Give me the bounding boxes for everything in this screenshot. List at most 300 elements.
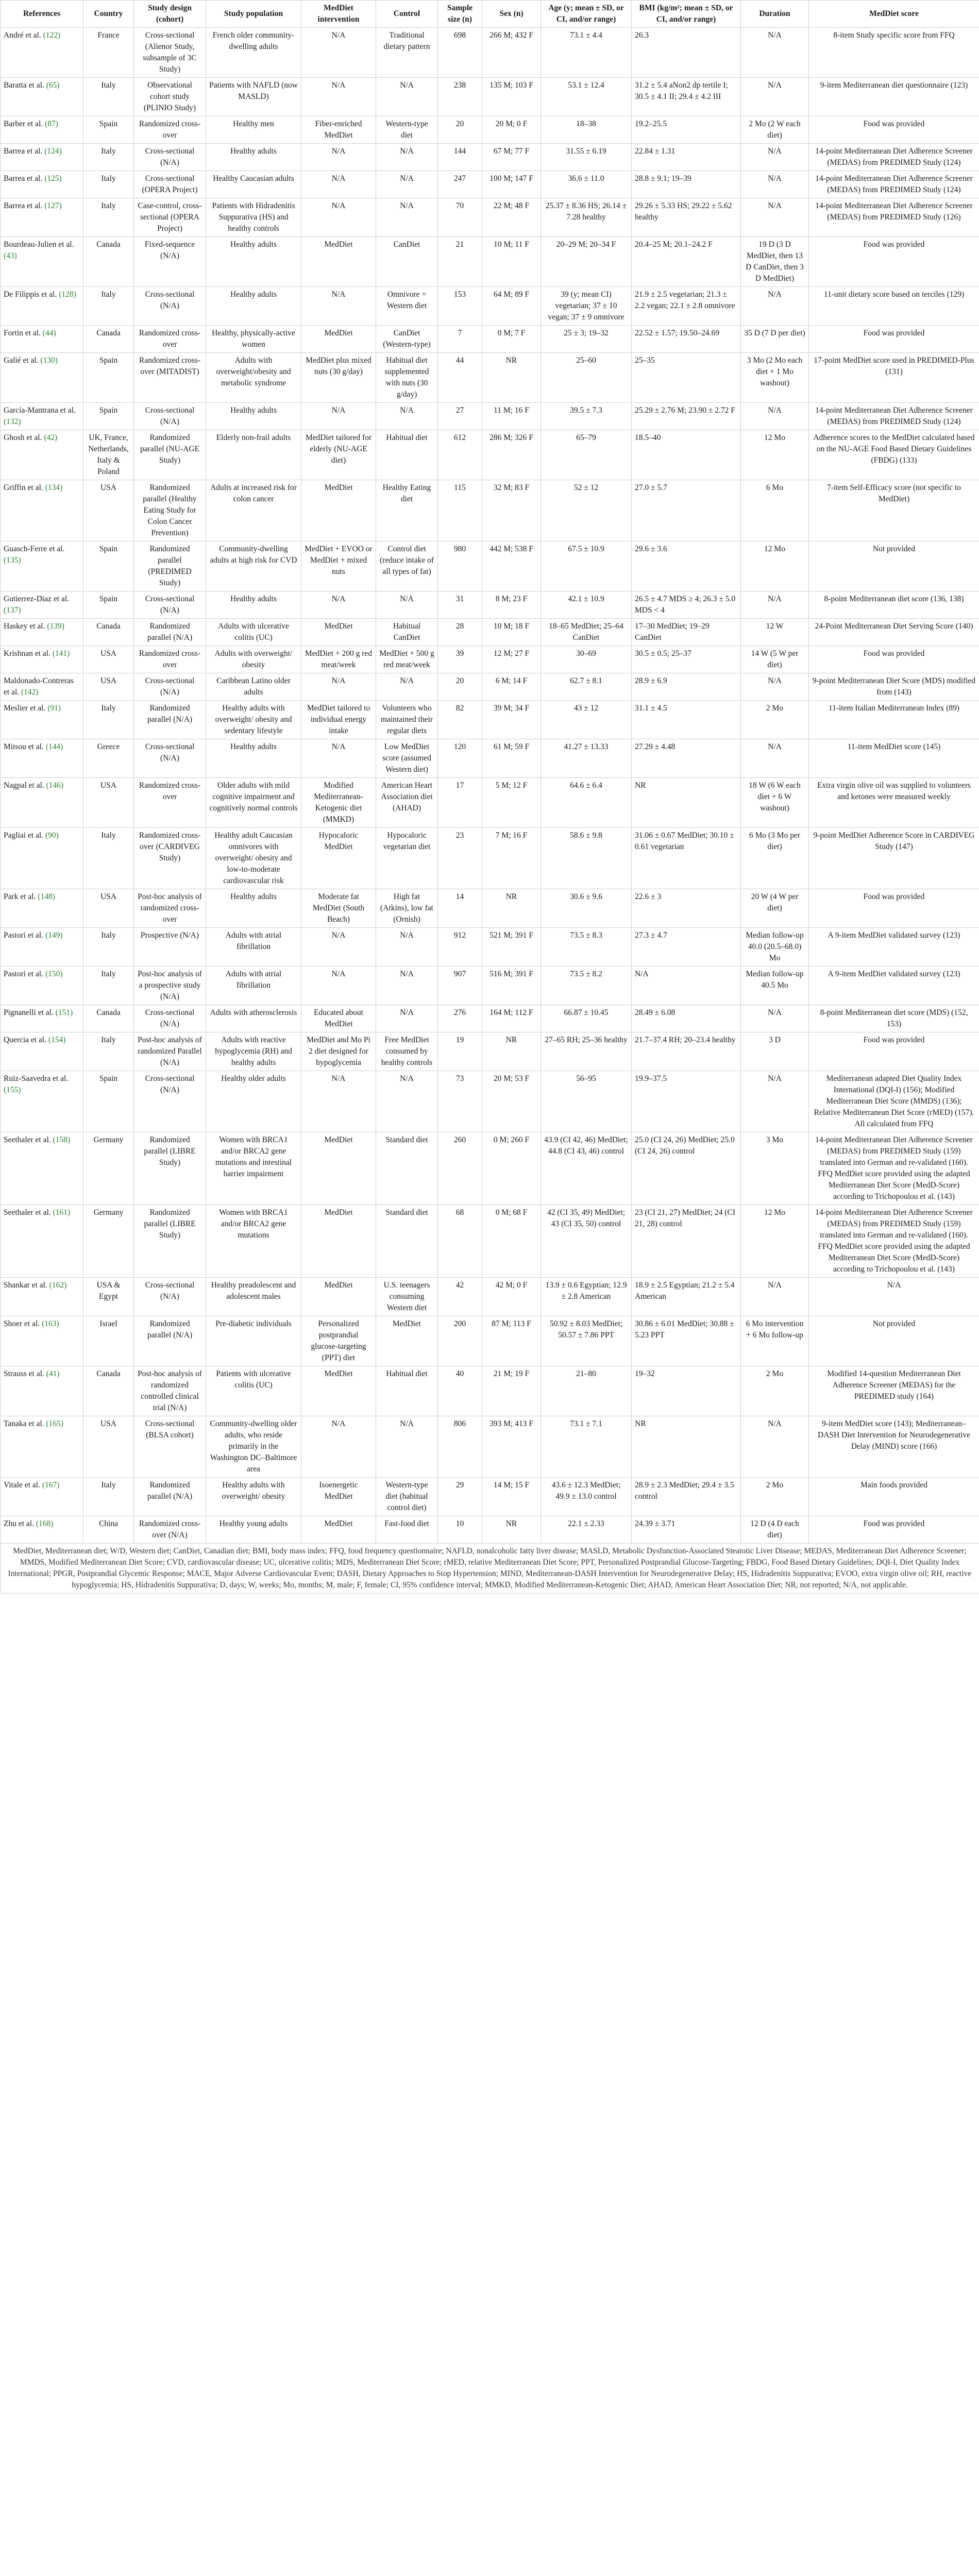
cell-country: Spain xyxy=(83,116,134,144)
cell-n: 82 xyxy=(438,701,482,739)
cell-design: Cross-sectional (N/A) xyxy=(134,287,206,326)
table-row xyxy=(1,889,979,928)
reference-cell xyxy=(1,1516,83,1544)
cell-control: N/A xyxy=(376,144,438,171)
citation-link[interactable]: (146) xyxy=(46,781,64,790)
cell-sex: 0 M; 68 F xyxy=(482,1205,541,1278)
cell-population: Healthy adults xyxy=(206,237,301,287)
cell-sex: 32 M; 83 F xyxy=(482,480,541,541)
cell-design: Post-hoc analysis of randomized controlled clinical trial (N/A) xyxy=(134,1366,206,1416)
cell-design: Randomized cross-over xyxy=(134,326,206,353)
cell-population: Healthy adults with overweight/ obesity xyxy=(206,1478,301,1516)
cell-control: N/A xyxy=(376,198,438,237)
cell-score: Food was provided xyxy=(809,889,979,928)
cell-control: CanDiet xyxy=(376,237,438,287)
cell-n: 276 xyxy=(438,1005,482,1032)
citation-link[interactable]: (43) xyxy=(4,251,17,260)
cell-country: Italy xyxy=(83,1478,134,1516)
cell-age: 30.6 ± 9.6 xyxy=(541,889,632,928)
cell-score: 14-point Mediterranean Diet Adherence Screener (MEDAS) from PREDIMED Study (124) xyxy=(809,144,979,171)
cell-duration: N/A xyxy=(741,1278,809,1316)
cell-duration: N/A xyxy=(741,1071,809,1132)
cell-population: Healthy Caucasian adults xyxy=(206,171,301,198)
citation-link[interactable]: (148) xyxy=(38,892,55,901)
cell-duration: N/A xyxy=(741,1005,809,1032)
cell-age: 73.5 ± 8.3 xyxy=(541,928,632,967)
reference-cell xyxy=(1,967,83,1005)
citation-link[interactable]: (65) xyxy=(46,81,60,90)
reference-cell xyxy=(1,171,83,198)
citation-link[interactable]: (141) xyxy=(52,649,70,658)
cell-bmi: 26.5 ± 4.7 MDS ≥ 4; 26.3 ± 5.0 MDS < 4 xyxy=(632,591,741,619)
cell-design: Prospective (N/A) xyxy=(134,928,206,967)
cell-score: 9-point Mediterranean Diet Score (MDS) modified from (143) xyxy=(809,673,979,701)
cell-population: Adults with atherosclerosis xyxy=(206,1005,301,1032)
cell-duration: 19 D (3 D MedDiet, then 13 D CanDiet, then 3 D MedDiet) xyxy=(741,237,809,287)
cell-duration: N/A xyxy=(741,287,809,326)
cell-age: 65–79 xyxy=(541,430,632,480)
cell-age: 73.5 ± 8.2 xyxy=(541,967,632,1005)
table-row xyxy=(1,116,979,144)
table-row xyxy=(1,673,979,701)
cell-duration: N/A xyxy=(741,198,809,237)
reference-cell xyxy=(1,591,83,619)
cell-age: 43.6 ± 12.3 MedDiet; 49.9 ± 13.0 control xyxy=(541,1478,632,1516)
cell-score: A 9-item MedDiet validated survey (123) xyxy=(809,928,979,967)
citation-link[interactable]: (149) xyxy=(45,931,63,940)
cell-score: 11-unit dietary score based on terciles (129) xyxy=(809,287,979,326)
cell-control: Standard diet xyxy=(376,1132,438,1205)
citation-link[interactable]: (41) xyxy=(46,1369,60,1378)
citation-link[interactable]: (167) xyxy=(42,1481,60,1489)
cell-intervention: Moderate fat MedDiet (South Beach) xyxy=(301,889,376,928)
cell-age: 20–29 M; 20–34 F xyxy=(541,237,632,287)
cell-duration: 2 Mo xyxy=(741,1366,809,1416)
cell-age: 41.27 ± 13.33 xyxy=(541,739,632,778)
cell-sex: 521 M; 391 F xyxy=(482,928,541,967)
table-footnote: MedDiet, Mediterranean diet; W/D, Western diet; CanDiet, Canadian diet; BMI, body mass index; FFQ, food frequency questionnaire; NAFLD, nonalcoholic fatty liver disease; MASLD, Metabolic Dysfunction-Associated Steatotic Liver Disease; MEDAS, Mediterranean Diet Adherence Screener; MMDS, Modified Mediterranean Diet Score; CVD, cardiovascular disease; UC, ulcerative colitis; MDS, Mediterranean Diet Score; rMED, relative Mediterranean Diet Score; PPT, Personalized Postprandial Glucose-Targeting; FBDG, Food Based Dietary Guidelines; DQI-I, Diet Quality Index International; PPGR, Postprandial Glycemic Response; MACE, Major Adverse Cardiovascular Event; DASH, Dietary Approaches to Stop Hypertension; MIND, Mediterranean-DASH Intervention for Neurodegenerative Delay; HS, Hidradenitis Suppurativa; EVOO, extra virgin olive oil; RH, reactive hypoglycemia; HS, Hidradenitis Suppurativa; D, days; W, weeks; Mo, months; M, male; F, female; CI, 95% confidence interval; MMKD, Modified Mediterranean-Ketogenic Diet; AHAD, American Heart Association Diet; NR, not reported; N/A, not applicable. xyxy=(1,1544,979,1594)
cell-n: 27 xyxy=(438,403,482,430)
cell-design: Fixed-sequence (N/A) xyxy=(134,237,206,287)
cell-sex: 67 M; 77 F xyxy=(482,144,541,171)
cell-age: 53.1 ± 12.4 xyxy=(541,78,632,116)
citation-link[interactable]: (168) xyxy=(36,1519,54,1528)
citation-link[interactable]: (139) xyxy=(47,622,64,631)
table-row xyxy=(1,353,979,403)
cell-population: Healthy adults xyxy=(206,287,301,326)
citation-link[interactable]: (161) xyxy=(53,1208,71,1217)
cell-country: Italy xyxy=(83,198,134,237)
cell-control: Habitual diet supplemented with nuts (30 g/day) xyxy=(376,353,438,403)
cell-country: Italy xyxy=(83,171,134,198)
cell-age: 43.9 (CI 42, 46) MedDiet; 44.8 (CI 43, 46) control xyxy=(541,1132,632,1205)
reference-cell xyxy=(1,1278,83,1316)
cell-country: Italy xyxy=(83,1032,134,1071)
cell-country: France xyxy=(83,28,134,78)
reference-author: Pastori et al. xyxy=(4,970,44,978)
cell-score: Adherence scores to the MedDiet calculated based on the NU-AGE Food Based Dietary Guidelines (FBDG) (133) xyxy=(809,430,979,480)
cell-bmi: 17–30 MedDiet; 19–29 CanDiet xyxy=(632,619,741,646)
cell-country: USA xyxy=(83,646,134,673)
citation-link[interactable]: (135) xyxy=(4,556,21,565)
reference-cell xyxy=(1,116,83,144)
cell-n: 68 xyxy=(438,1205,482,1278)
citation-link[interactable]: (134) xyxy=(45,483,63,492)
cell-score: Not provided xyxy=(809,541,979,591)
cell-sex: 21 M; 19 F xyxy=(482,1366,541,1416)
cell-n: 31 xyxy=(438,591,482,619)
cell-design: Cross-sectional (N/A) xyxy=(134,673,206,701)
cell-score: Food was provided xyxy=(809,326,979,353)
citation-link[interactable]: (142) xyxy=(21,688,39,697)
citation-link[interactable]: (44) xyxy=(42,329,56,337)
table-row xyxy=(1,1516,979,1544)
header-row xyxy=(1,1,979,28)
cell-n: 612 xyxy=(438,430,482,480)
cell-control: Volunteers who maintained their regular diets xyxy=(376,701,438,739)
table-header xyxy=(1,1,979,28)
reference-author: André et al. xyxy=(4,31,41,40)
cell-bmi: 26.3 xyxy=(632,28,741,78)
cell-score: 14-point Mediterranean Diet Adherence Screener (MEDAS) from PREDIMED Study (124) xyxy=(809,171,979,198)
cell-country: Canada xyxy=(83,619,134,646)
cell-score: 9-point MedDiet Adherence Score in CARDIVEG Study (147) xyxy=(809,828,979,889)
table-row xyxy=(1,237,979,287)
cell-age: 25.37 ± 8.36 HS; 26.14 ± 7.28 healthy xyxy=(541,198,632,237)
citation-link[interactable]: (144) xyxy=(45,742,63,751)
citation-link[interactable]: (90) xyxy=(45,831,59,840)
cell-intervention: Personalized postprandial glucose-targeting (PPT) diet xyxy=(301,1316,376,1366)
reference-cell xyxy=(1,739,83,778)
citation-link[interactable]: (122) xyxy=(43,31,61,40)
reference-cell xyxy=(1,1416,83,1478)
cell-control: CanDiet (Western-type) xyxy=(376,326,438,353)
column-header: MedDiet score xyxy=(809,1,979,28)
cell-duration: N/A xyxy=(741,144,809,171)
cell-age: 62.7 ± 8.1 xyxy=(541,673,632,701)
cell-control: Standard diet xyxy=(376,1205,438,1278)
cell-age: 18–38 xyxy=(541,116,632,144)
cell-bmi: 28.9 ± 6.9 xyxy=(632,673,741,701)
cell-intervention: MedDiet xyxy=(301,619,376,646)
cell-control: MedDiet + 500 g red meat/week xyxy=(376,646,438,673)
table-row xyxy=(1,28,979,78)
citation-link[interactable]: (154) xyxy=(48,1036,66,1044)
cell-country: Italy xyxy=(83,78,134,116)
cell-age: 25–60 xyxy=(541,353,632,403)
column-header: MedDiet intervention xyxy=(301,1,376,28)
cell-design: Randomized cross-over xyxy=(134,778,206,828)
cell-design: Observational cohort study (PLINIO Study) xyxy=(134,78,206,116)
cell-n: 17 xyxy=(438,778,482,828)
cell-bmi: 31.06 ± 0.67 MedDiet; 30.10 ± 0.61 vegetarian xyxy=(632,828,741,889)
cell-country: Italy xyxy=(83,144,134,171)
cell-bmi: 19–32 xyxy=(632,1366,741,1416)
citation-link[interactable]: (150) xyxy=(45,970,63,978)
cell-population: Adults with overweight/obesity and metabolic syndrome xyxy=(206,353,301,403)
cell-n: 238 xyxy=(438,78,482,116)
citation-link[interactable]: (128) xyxy=(59,290,76,299)
cell-country: Italy xyxy=(83,287,134,326)
cell-n: 153 xyxy=(438,287,482,326)
cell-duration: 2 Mo (2 W each diet) xyxy=(741,116,809,144)
cell-age: 30–69 xyxy=(541,646,632,673)
cell-score: Main foods provided xyxy=(809,1478,979,1516)
cell-age: 36.6 ± 11.0 xyxy=(541,171,632,198)
reference-author: Quercia et al. xyxy=(4,1036,47,1044)
cell-bmi: 28.9 ± 2.3 MedDiet; 29.4 ± 3.5 control xyxy=(632,1478,741,1516)
cell-score: 14-point Mediterranean Diet Adherence Screener (MEDAS) from PREDIMED Study (159) translated into German and re-validated (160). FFQ MedDiet score provided using the adapted Mediterranean Diet Score (MedD-Score) according to Trichopoulou et al. (143) xyxy=(809,1205,979,1278)
cell-intervention: N/A xyxy=(301,403,376,430)
cell-age: 22.1 ± 2.33 xyxy=(541,1516,632,1544)
cell-sex: 266 M; 432 F xyxy=(482,28,541,78)
citation-link[interactable]: (132) xyxy=(4,417,21,426)
cell-population: Healthy adults xyxy=(206,739,301,778)
table-row xyxy=(1,1278,979,1316)
cell-intervention: MedDiet xyxy=(301,1132,376,1205)
cell-intervention: MedDiet + 200 g red meat/week xyxy=(301,646,376,673)
reference-author: Pagliai et al. xyxy=(4,831,44,840)
cell-intervention: MedDiet + EVOO or MedDiet + mixed nuts xyxy=(301,541,376,591)
cell-design: Randomized parallel (LIBRE Study) xyxy=(134,1132,206,1205)
cell-population: Healthy preadolescent and adolescent males xyxy=(206,1278,301,1316)
cell-population: Healthy, physically-active women xyxy=(206,326,301,353)
cell-bmi: 31.2 ± 5.4 aNon2 dp tertile I; 30.5 ± 4.1 II; 29.4 ± 4.2 III xyxy=(632,78,741,116)
cell-score: Mediterranean adapted Diet Quality Index International (DQI-I) (156); Modified Mediterranean Diet Score (MMDS) (136); Relative Mediterranean Diet Score (rMED) (157). All calculated from FFQ xyxy=(809,1071,979,1132)
footnote-row xyxy=(1,1544,979,1594)
reference-cell xyxy=(1,403,83,430)
cell-duration: 12 Mo xyxy=(741,430,809,480)
reference-cell xyxy=(1,1071,83,1132)
citation-link[interactable]: (42) xyxy=(44,433,58,442)
cell-control: N/A xyxy=(376,1416,438,1478)
cell-n: 20 xyxy=(438,673,482,701)
table-row xyxy=(1,171,979,198)
cell-country: Israel xyxy=(83,1316,134,1366)
table-row xyxy=(1,403,979,430)
table-row xyxy=(1,1032,979,1071)
cell-duration: N/A xyxy=(741,673,809,701)
cell-age: 43 ± 12 xyxy=(541,701,632,739)
cell-population: Patients with NAFLD (now MASLD) xyxy=(206,78,301,116)
table-row xyxy=(1,1316,979,1366)
cell-intervention: N/A xyxy=(301,1416,376,1478)
cell-n: 260 xyxy=(438,1132,482,1205)
cell-design: Randomized cross-over (MITADIST) xyxy=(134,353,206,403)
cell-design: Post-hoc analysis of randomized Parallel (N/A) xyxy=(134,1032,206,1071)
cell-population: Older adults with mild cognitive impairment and cognitively normal controls xyxy=(206,778,301,828)
cell-n: 698 xyxy=(438,28,482,78)
cell-population: Healthy adults with overweight/ obesity and sedentary lifestyle xyxy=(206,701,301,739)
cell-intervention: MedDiet plus mixed nuts (30 g/day) xyxy=(301,353,376,403)
cell-sex: 61 M; 59 F xyxy=(482,739,541,778)
cell-bmi: 21.7–37.4 RH; 20–23.4 healthy xyxy=(632,1032,741,1071)
cell-intervention: N/A xyxy=(301,198,376,237)
citation-link[interactable]: (162) xyxy=(49,1281,67,1290)
reference-author: Griffin et al. xyxy=(4,483,43,492)
cell-n: 200 xyxy=(438,1316,482,1366)
table-row xyxy=(1,739,979,778)
cell-age: 18–65 MedDiet; 25–64 CanDiet xyxy=(541,619,632,646)
reference-author: Zhu et al. xyxy=(4,1519,34,1528)
cell-duration: N/A xyxy=(741,403,809,430)
cell-control: Omnivore = Western diet xyxy=(376,287,438,326)
cell-duration: 3 Mo xyxy=(741,1132,809,1205)
cell-n: 39 xyxy=(438,646,482,673)
reference-author: Seethaler et al. xyxy=(4,1136,51,1144)
cell-population: Community-dwelling adults at high risk for CVD xyxy=(206,541,301,591)
cell-country: USA xyxy=(83,480,134,541)
cell-intervention: MedDiet xyxy=(301,1516,376,1544)
cell-bmi: NR xyxy=(632,1416,741,1478)
citation-link[interactable]: (130) xyxy=(40,356,58,365)
cell-age: 73.1 ± 4.4 xyxy=(541,28,632,78)
cell-intervention: MedDiet xyxy=(301,1366,376,1416)
cell-age: 25 ± 3; 19–32 xyxy=(541,326,632,353)
cell-n: 120 xyxy=(438,739,482,778)
citation-link[interactable]: (125) xyxy=(44,174,62,183)
cell-bmi: 24.39 ± 3.71 xyxy=(632,1516,741,1544)
table-row xyxy=(1,828,979,889)
table-row xyxy=(1,78,979,116)
cell-control: Habitual diet xyxy=(376,430,438,480)
cell-intervention: N/A xyxy=(301,144,376,171)
cell-sex: 42 M; 0 F xyxy=(482,1278,541,1316)
reference-author: Mitsou et al. xyxy=(4,742,44,751)
cell-duration: 20 W (4 W per diet) xyxy=(741,889,809,928)
cell-country: Spain xyxy=(83,403,134,430)
cell-duration: N/A xyxy=(741,1416,809,1478)
cell-score: Food was provided xyxy=(809,1032,979,1071)
cell-bmi: 29.6 ± 3.6 xyxy=(632,541,741,591)
cell-n: 806 xyxy=(438,1416,482,1478)
reference-author: Pastori et al. xyxy=(4,931,44,940)
cell-bmi: 22.6 ± 3 xyxy=(632,889,741,928)
cell-duration: N/A xyxy=(741,171,809,198)
table-row xyxy=(1,1132,979,1205)
cell-score: 9-item Mediterranean diet questionnaire (123) xyxy=(809,78,979,116)
citation-link[interactable]: (155) xyxy=(4,1086,21,1094)
table-body xyxy=(1,28,979,1544)
citation-link[interactable]: (151) xyxy=(55,1008,73,1017)
cell-sex: 11 M; 16 F xyxy=(482,403,541,430)
cell-intervention: N/A xyxy=(301,673,376,701)
cell-design: Randomized parallel (LIBRE Study) xyxy=(134,1205,206,1278)
reference-cell xyxy=(1,828,83,889)
table-row xyxy=(1,144,979,171)
table-row xyxy=(1,701,979,739)
cell-age: 67.5 ± 10.9 xyxy=(541,541,632,591)
cell-duration: 35 D (7 D per diet) xyxy=(741,326,809,353)
cell-control: N/A xyxy=(376,403,438,430)
reference-cell xyxy=(1,619,83,646)
citation-link[interactable]: (127) xyxy=(44,201,62,210)
reference-author: Barber et al. xyxy=(4,120,43,128)
cell-population: Adults with overweight/ obesity xyxy=(206,646,301,673)
cell-sex: 20 M; 0 F xyxy=(482,116,541,144)
table-row xyxy=(1,1478,979,1516)
cell-sex: 8 M; 23 F xyxy=(482,591,541,619)
cell-bmi: 28.49 ± 6.08 xyxy=(632,1005,741,1032)
citation-link[interactable]: (87) xyxy=(45,120,58,128)
cell-duration: 3 Mo (2 Mo each diet + 1 Mo washout) xyxy=(741,353,809,403)
cell-control: Control diet (reduce intake of all types of fat) xyxy=(376,541,438,591)
cell-sex: 10 M; 18 F xyxy=(482,619,541,646)
citation-link[interactable]: (158) xyxy=(53,1136,71,1144)
cell-control: High fat (Atkins), low fat (Ornish) xyxy=(376,889,438,928)
cell-bmi: 22.52 ± 1.57; 19.50–24.69 xyxy=(632,326,741,353)
cell-sex: 442 M; 538 F xyxy=(482,541,541,591)
cell-country: Italy xyxy=(83,701,134,739)
cell-design: Cross-sectional (N/A) xyxy=(134,403,206,430)
cell-design: Cross-sectional (N/A) xyxy=(134,1071,206,1132)
cell-intervention: MedDiet xyxy=(301,237,376,287)
cell-sex: 286 M; 326 F xyxy=(482,430,541,480)
cell-design: Randomized parallel (N/A) xyxy=(134,619,206,646)
cell-bmi: 30.5 ± 0.5; 25–37 xyxy=(632,646,741,673)
cell-intervention: N/A xyxy=(301,967,376,1005)
cell-bmi: 29.26 ± 5.33 HS; 29.22 ± 5.62 healthy xyxy=(632,198,741,237)
citation-link[interactable]: (165) xyxy=(46,1419,63,1428)
cell-intervention: Modified Mediterranean-Ketogenic diet (MMKD) xyxy=(301,778,376,828)
cell-control: Free MedDiet consumed by healthy controls xyxy=(376,1032,438,1071)
cell-score: 24-Point Mediterranean Diet Serving Score (140) xyxy=(809,619,979,646)
reference-cell xyxy=(1,353,83,403)
cell-control: Traditional dietary pattern xyxy=(376,28,438,78)
cell-design: Randomized cross-over (CARDIVEG Study) xyxy=(134,828,206,889)
cell-n: 907 xyxy=(438,967,482,1005)
cell-sex: 22 M; 48 F xyxy=(482,198,541,237)
reference-author: Krishnan et al. xyxy=(4,649,50,658)
cell-population: Healthy adults xyxy=(206,889,301,928)
cell-duration: 2 Mo xyxy=(741,1478,809,1516)
column-header: Sample size (n) xyxy=(438,1,482,28)
cell-n: 115 xyxy=(438,480,482,541)
citation-link[interactable]: (137) xyxy=(4,606,21,615)
table-row xyxy=(1,1005,979,1032)
reference-cell xyxy=(1,1032,83,1071)
cell-bmi: 25.29 ± 2.76 M; 23.90 ± 2.72 F xyxy=(632,403,741,430)
citation-link[interactable]: (163) xyxy=(42,1319,59,1328)
cell-n: 42 xyxy=(438,1278,482,1316)
cell-control: N/A xyxy=(376,1071,438,1132)
cell-n: 23 xyxy=(438,828,482,889)
cell-design: Randomized parallel (N/A) xyxy=(134,701,206,739)
citation-link[interactable]: (124) xyxy=(44,147,62,156)
cell-sex: 7 M; 16 F xyxy=(482,828,541,889)
cell-population: Healthy men xyxy=(206,116,301,144)
cell-sex: 10 M; 11 F xyxy=(482,237,541,287)
table-row xyxy=(1,198,979,237)
reference-cell xyxy=(1,673,83,701)
cell-control: N/A xyxy=(376,171,438,198)
cell-country: China xyxy=(83,1516,134,1544)
cell-control: N/A xyxy=(376,78,438,116)
cell-design: Randomized parallel (N/A) xyxy=(134,1478,206,1516)
cell-age: 64.6 ± 6.4 xyxy=(541,778,632,828)
cell-population: Healthy young adults xyxy=(206,1516,301,1544)
cell-sex: 164 M; 112 F xyxy=(482,1005,541,1032)
cell-intervention: Fiber-enriched MedDiet xyxy=(301,116,376,144)
cell-intervention: MedDiet tailored to individual energy intake xyxy=(301,701,376,739)
cell-design: Randomized parallel (PREDIMED Study) xyxy=(134,541,206,591)
cell-control: Western-type diet (habitual control diet) xyxy=(376,1478,438,1516)
reference-author: Maldonado-Contreras et al. xyxy=(4,676,74,697)
reference-cell xyxy=(1,28,83,78)
citation-link[interactable]: (91) xyxy=(47,704,61,713)
cell-design: Cross-sectional (N/A) xyxy=(134,1278,206,1316)
column-header: References xyxy=(1,1,83,28)
